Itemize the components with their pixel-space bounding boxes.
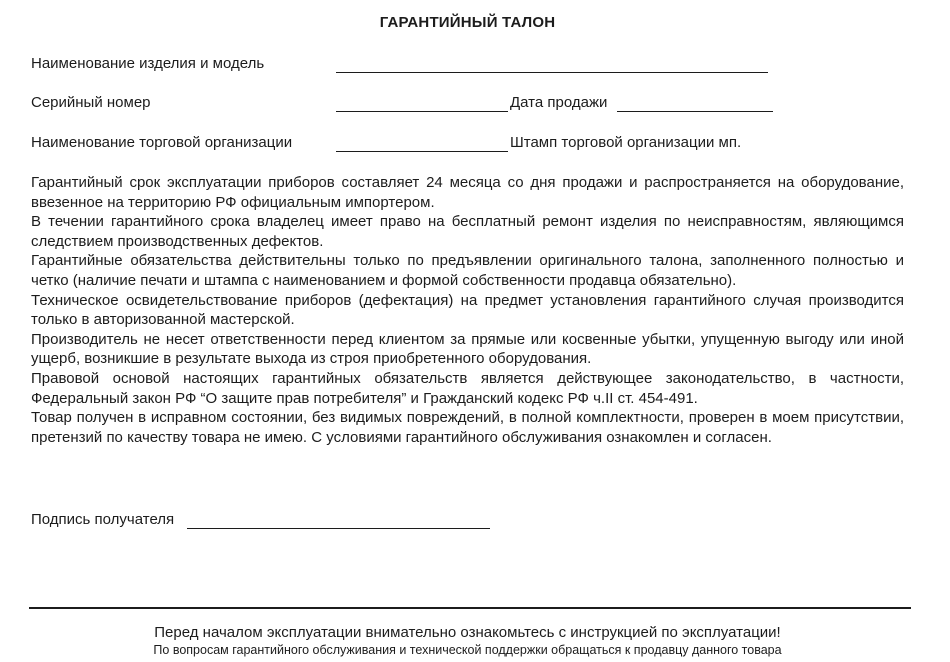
signature-line[interactable] xyxy=(187,528,490,529)
sale-date-label: Дата продажи xyxy=(510,94,608,111)
product-name-label: Наименование изделия и модель xyxy=(31,55,265,72)
sale-date-line[interactable] xyxy=(617,111,773,112)
document-title: ГАРАНТИЙНЫЙ ТАЛОН xyxy=(379,14,556,31)
trade-org-line[interactable] xyxy=(336,151,508,152)
terms-paragraph: Гарантийный срок эксплуатации приборов составляет 24 месяца со дня продажи и распространяется на оборудование, ввезенное на территорию РФ официальным импортером. xyxy=(31,174,904,211)
signature-label: Подпись получателя xyxy=(31,511,175,528)
stamp-label: Штамп торговой организации мп. xyxy=(510,134,742,151)
terms-paragraph: Правовой основой настоящих гарантийных обязательств является действующее законодательство, в частности, Федеральный закон РФ “О защите прав потребителя” и Гражданский кодекс РФ ч.II ст. 454-491. xyxy=(31,369,904,407)
trade-org-label: Наименование торговой организации xyxy=(31,134,293,151)
terms-paragraph: В течении гарантийного срока владелец имеет право на бесплатный ремонт изделия по неисправностям, являющимся следствием производственных дефектов. xyxy=(31,213,904,250)
footer-divider xyxy=(29,607,911,609)
terms-paragraph: Гарантийные обязательства действительны только по предъявлении оригинального талона, заполненного полностью и четко (наличие печати и штампа с наименованием и формой собственности продавца обязательно). xyxy=(31,252,904,289)
footer-support-note: По вопросам гарантийного обслуживания и технической поддержки обращаться к продавцу данного товара xyxy=(153,643,782,657)
terms-paragraph: Производитель не несет ответственности перед клиентом за прямые или косвенные убытки, упущенную выгоду или иной ущерб, возникшие в результате выхода из строя приобретенного оборудования. xyxy=(31,330,904,368)
warranty-terms xyxy=(31,173,904,447)
footer-instruction-note: Перед началом эксплуатации внимательно ознакомьтесь с инструкцией по эксплуатации! xyxy=(154,624,781,641)
product-name-line[interactable] xyxy=(336,72,768,73)
terms-paragraph: Техническое освидетельствование приборов (дефектация) на предмет установления гарантийного случая производится только в авторизованной мастерской. xyxy=(31,291,904,329)
serial-number-label: Серийный номер xyxy=(31,94,151,111)
serial-number-line[interactable] xyxy=(336,111,508,112)
terms-paragraph: Товар получен в исправном состоянии, без видимых повреждений, в полной комплектности, проверен в моем присутствии, претензий по качеству товара не имею. С условиями гарантийного обслуживания ознакомлен и согласен. xyxy=(31,409,904,446)
